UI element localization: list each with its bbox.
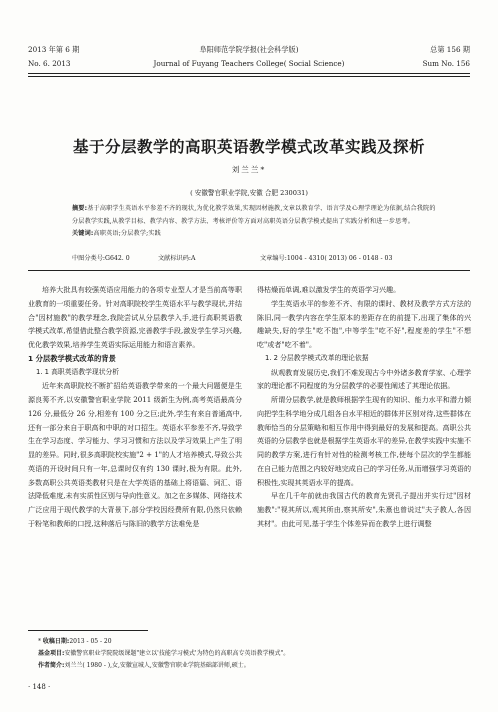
- total-issue-label: 总第 156 期: [430, 45, 470, 54]
- doc-code: 文献标识码:A: [158, 255, 196, 262]
- header-rule-thin: [28, 76, 470, 77]
- issue-label-en: No. 6. 2013: [28, 59, 71, 68]
- body-paragraph: 纵观教育发展历史,我们不难发现古今中外诸多教育学家、心理学家的理论都不同程度的为分层教学的必要性阐述了其理论依据。: [257, 367, 471, 391]
- author-affiliation: ( 安徽警官职业学院,安徽 合肥 230031): [190, 189, 308, 197]
- abstract-text: 基于高职学生英语水平参差不齐的现状,为优化教学效果,实现因材施教,文章以教育学、语言学及心理学理论为依据,结合我院的分层教学实践,从教学目标、教学内容、教学方法、考核评价等方面对高职英语分层教学模式提出了实践分析和进一步思考。: [72, 205, 436, 225]
- received-date: 2013 - 05 - 20: [69, 638, 112, 645]
- author-info-text: 刘兰兰( 1980 - ),女,安徽宣城人,安徽警官职业学院基础部讲师,硕士。: [64, 662, 250, 669]
- keywords-text: 高职英语;分层教学;实践: [93, 230, 161, 238]
- page-number: · 148 ·: [28, 683, 51, 691]
- section-heading-1-1: 1. 1 高职英语教学现状分析: [36, 367, 120, 376]
- article-number: 文章编号:1004 - 4310( 2013) 06 - 0148 - 03: [260, 255, 393, 262]
- body-paragraph: 早在几千年前就由我国古代的教育先贤孔子提出并实行过"因材施教":"视其所以,观其所由,察其所安",朱熹也曾说过"夫子教人,各因其材"。由此可见,基于学生个体差异而在教学上进行调整: [257, 491, 471, 528]
- keywords-label: 关键词:: [72, 230, 94, 238]
- abstract-label: 摘要:: [72, 205, 88, 212]
- received-label: 收稿日期:: [42, 638, 70, 645]
- header-rule: [28, 73, 470, 74]
- body-paragraph: 学生英语水平的参差不齐、有限的课时、教材及教学方式方法的陈旧,同一教学内容在学生原本的差距存在的前提下,出现了集体的兴趣缺失,好的学生"吃不饱",中等学生"吃不好",程度差的学生"不想吃"或者"吃不着"。: [257, 298, 471, 349]
- footnote-rule: [28, 630, 148, 631]
- right-column: [257, 283, 471, 531]
- issue-label: 2013 年第 6 期: [28, 45, 80, 54]
- intro-paragraph: 培养大批具有较强英语应用能力的各项专业型人才是当前高等职业教育的一项重要任务。针对高职院校学生英语水平与教学现状,并结合"因材施教"的教学理念,我院尝试从分层教学入手,进行高职英语教学模式改革,希望借此整合教学资源,完善教学手段,激发学生学习兴趣,优化教学效果,培养学生英语实际运用能力和语言素养。: [28, 285, 242, 349]
- total-issue-label-en: Sum No. 156: [422, 59, 470, 68]
- author-info-label: 作者简介:: [38, 662, 65, 669]
- fund-text: 安徽警官职业学院院级课题"建立以'技能学习模式'为特色的高职高专英语教学模式"。: [64, 650, 290, 657]
- left-column: [28, 283, 242, 531]
- abstract-rule: [28, 270, 470, 271]
- body-paragraph: 得枯燥而单调,难以激发学生的英语学习兴趣。: [257, 285, 401, 294]
- article-title: 基于分层教学的高职英语教学模式改革实践及探析: [72, 138, 425, 156]
- footnote: * 收稿日期:2013 - 05 - 20 基金项目:安徽警官职业学院院级课题"建立以'技能学习模式'为特色的高职高专英语教学模式"。 作者简介:刘兰兰( 1980 - ),女,安徽宣城人,安徽警官职业学院基础部讲师,硕士。: [38, 638, 290, 669]
- journal-name: 阜阳师范学院学报(社会科学版): [199, 45, 299, 54]
- clc-number: 中图分类号:G642. 0: [72, 255, 130, 262]
- body-paragraph: 近年来高职院校不断扩招给英语教学带来的一个最大问题便是生源良莠不齐,以安徽警官职业学院 2011 级新生为例,高考英语最高分 126 分,最低分 26 分,相差有 100 分之巨;此外,学生有来自普通高中,还有一部分来自于职高和中职的对口招生。英语水平参差不齐,导致学生在学习态度、学习能力、学习习惯和方法以及学习效果上产生了明显的差异。同时,很多高职院校实施"2 + 1"的人才培养模式,导致公共英语的开设时间只有一年,总课时仅有约 130 课时,极为有限。此外,多数高职公共英语类教材只是在大学英语的基础上将语篇、词汇、语法降低难度,未有实质性区别与导向性意义。加之在多媒体、网络技术广泛应用于现代教学的大背景下,部分学校因经费所有限,仍然只依赖于粉笔和教师的口授,这种落后与陈旧的教学方法难免是: [28, 381, 242, 528]
- abstract: [72, 203, 438, 241]
- section-heading-1-2: 1. 2 分层教学模式改革的理论依据: [265, 353, 369, 362]
- fund-label: 基金项目:: [38, 650, 65, 657]
- journal-name-en: Journal of Fuyang Teachers College( Social Science): [153, 59, 345, 68]
- body-paragraph: 所谓分层教学,就是教师根据学生现有的知识、能力水平和潜力倾向把学生科学地分成几组各自水平相近的群体并区别对待,这些群体在教师恰当的分层策略和相互作用中得到最好的发展和提高。高职公共英语的分层教学也就是根据学生英语水平的差异,在教学实践中实施不同的教学方案,进行有针对性的检测考核工作,使每个层次的学生都能在自己能力范围之内较好地完成自己的学习任务,从而增强学习英语的积极性,实现其英语水平的提高。: [257, 395, 471, 487]
- section-heading-1: 1 分层教学模式改革的背景: [28, 353, 116, 363]
- article-author: 刘兰兰*: [231, 165, 267, 174]
